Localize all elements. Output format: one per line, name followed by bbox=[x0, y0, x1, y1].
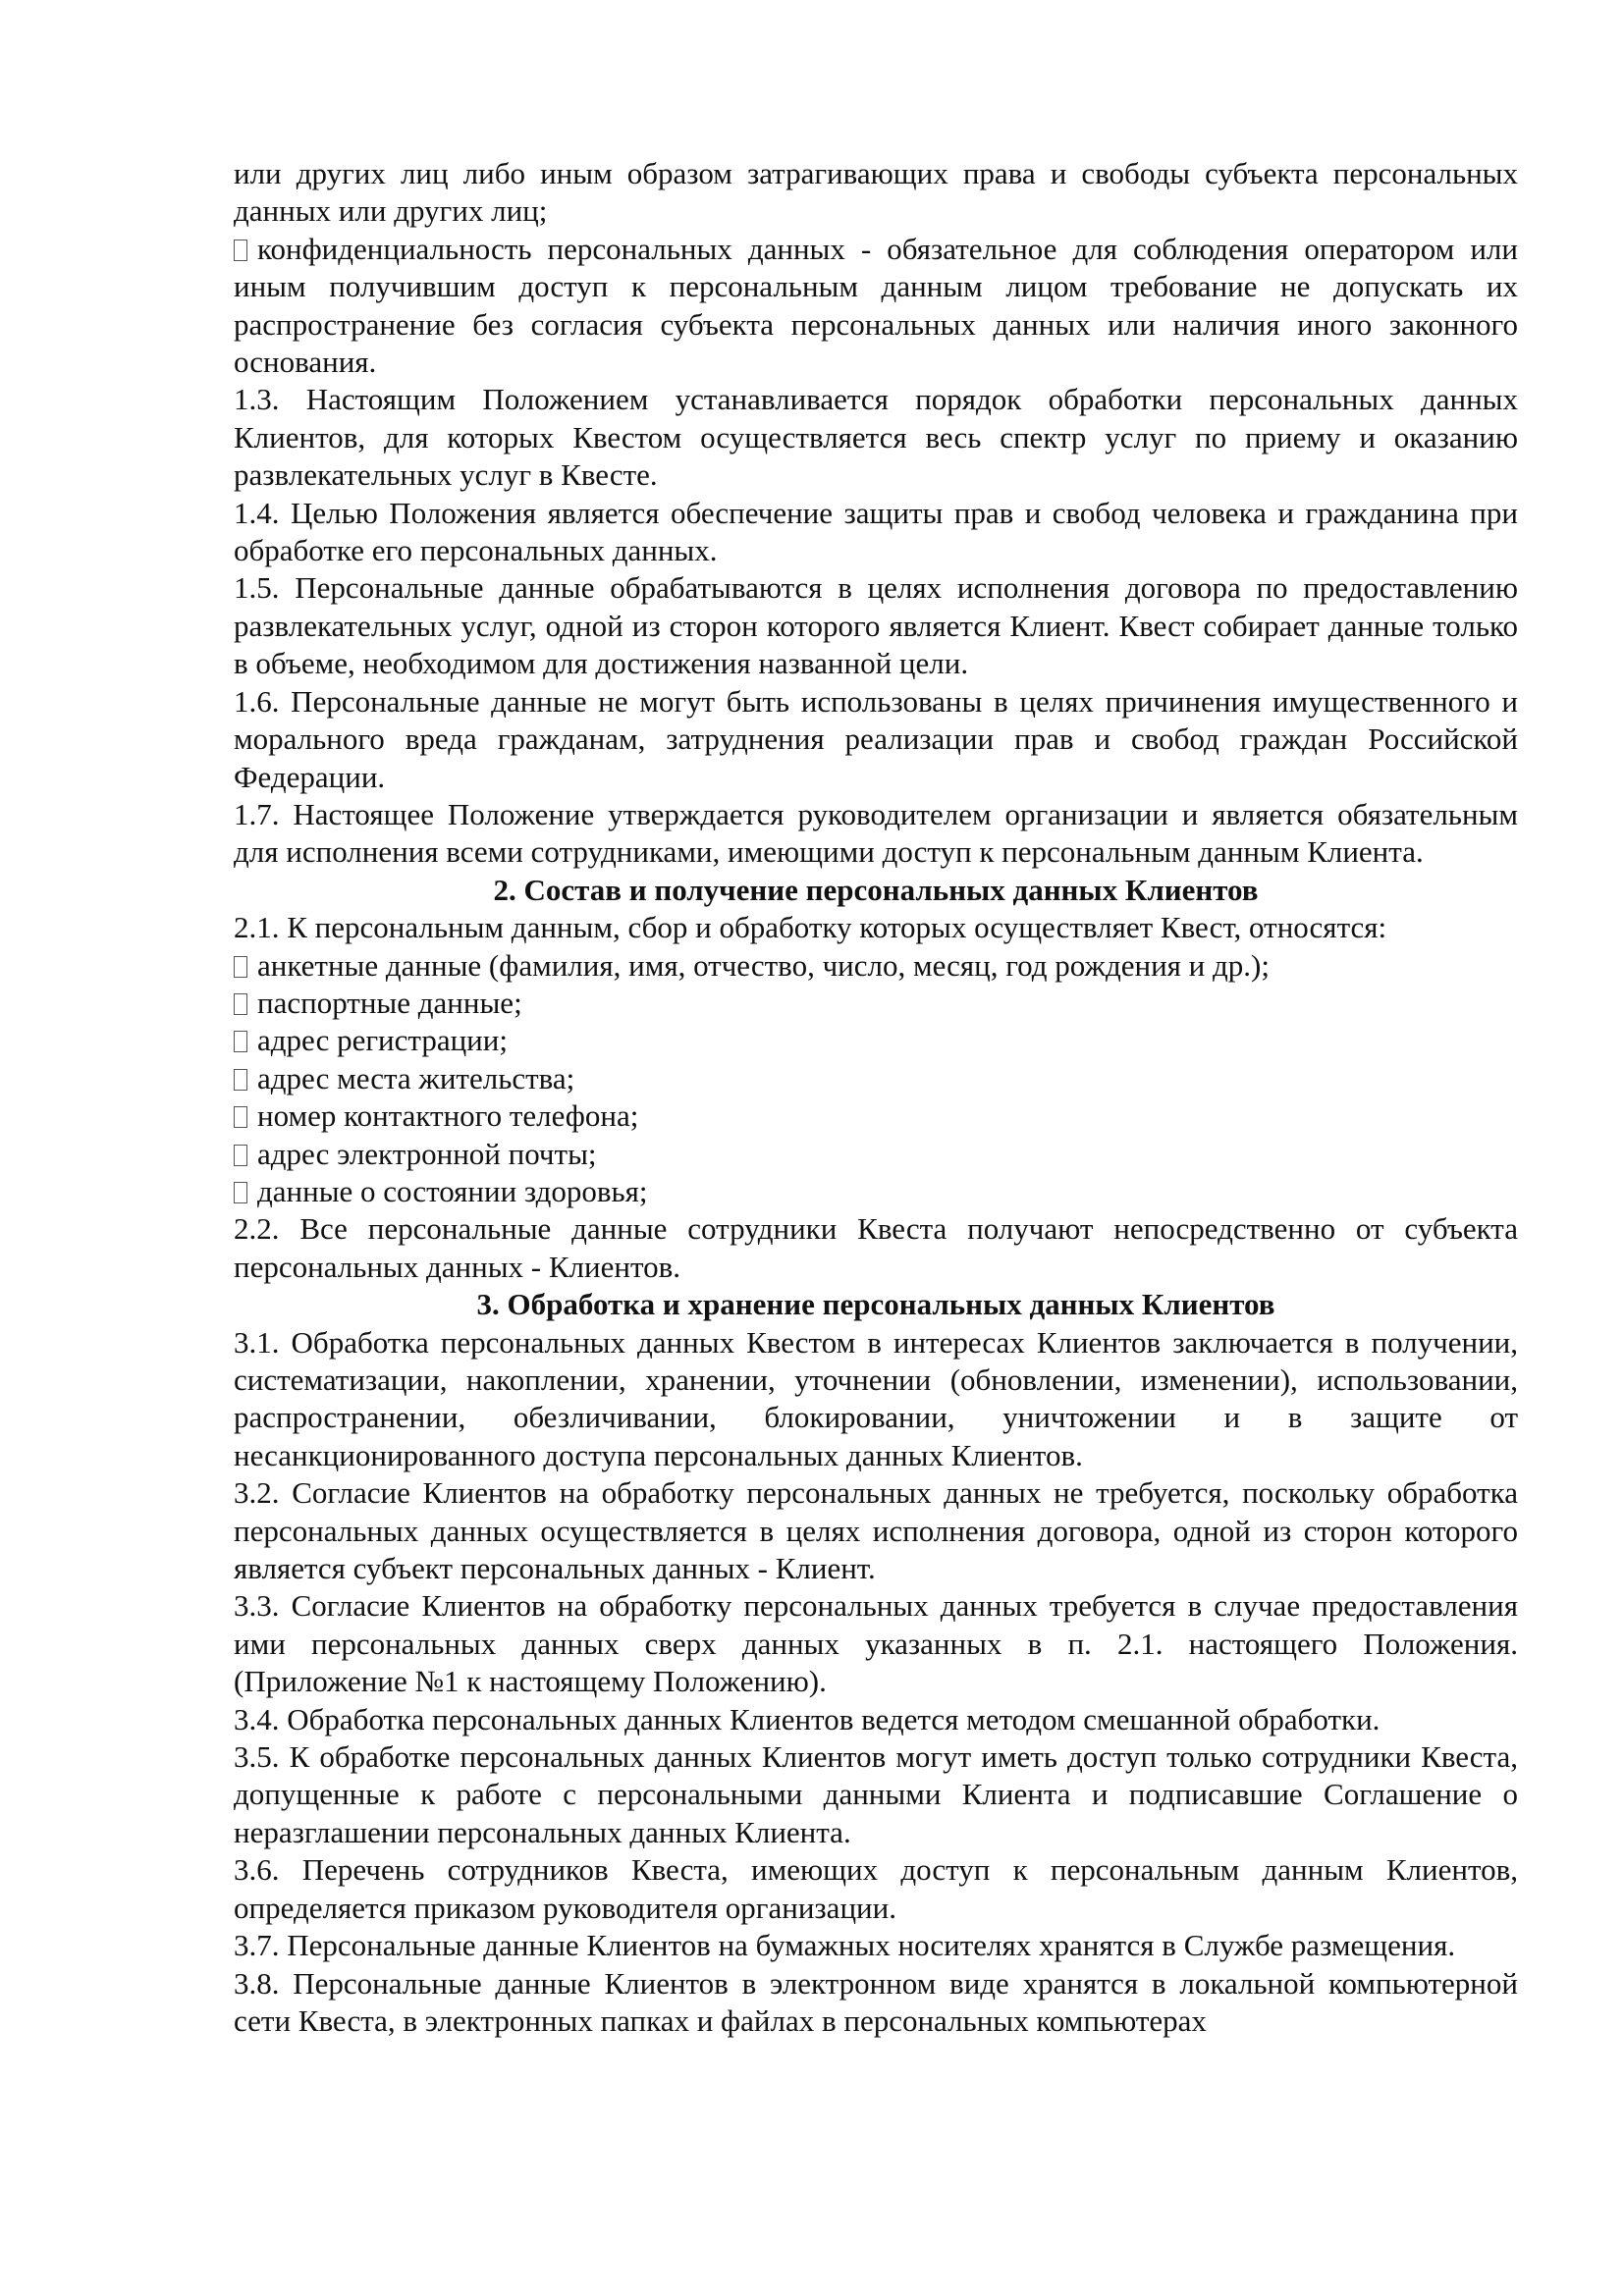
list-item bbox=[234, 1097, 1518, 1135]
paragraph: или других лиц либо иным образом затрагивающих права и свободы субъекта персональных данных или других лиц; bbox=[234, 156, 1518, 229]
paragraph: 1.3. Настоящим Положением устанавливается порядок обработки персональных данных Клиентов, для которых Квестом осуществляется весь спектр услуг по приему и оказанию развлекательных услуг в Квесте. bbox=[234, 382, 1518, 493]
bullet-box-icon bbox=[234, 1031, 247, 1052]
paragraph: 2.1. К персональным данным, сбор и обработку которых осуществляет Квест, относятся: bbox=[234, 910, 1387, 945]
list-item bbox=[234, 1022, 1518, 1059]
paragraph: 1.4. Целью Положения является обеспечение защиты прав и свобод человека и гражданина при обработке его персональных данных. bbox=[234, 495, 1518, 568]
section-heading: 2. Состав и получение персональных данных Клиентов bbox=[493, 872, 1259, 907]
list-item-text: адрес места жительства; bbox=[257, 1060, 575, 1095]
list-item-text: адрес электронной почты; bbox=[257, 1136, 597, 1171]
section-heading: 3. Обработка и хранение персональных данных Клиентов bbox=[476, 1287, 1275, 1322]
document-page bbox=[234, 155, 1518, 2040]
bullet-box-icon bbox=[234, 1145, 247, 1166]
list-item-text: данные о состоянии здоровья; bbox=[257, 1173, 648, 1208]
paragraph: 2.2. Все персональные данные сотрудники Квеста получают непосредственно от субъекта персональных данных - Клиентов. bbox=[234, 1211, 1518, 1284]
list-item bbox=[234, 1136, 1518, 1173]
paragraph: 3.4. Обработка персональных данных Клиентов ведется методом смешанной обработки. bbox=[234, 1701, 1380, 1736]
list-item bbox=[234, 947, 1518, 985]
list-item bbox=[234, 1173, 1518, 1210]
paragraph-text: конфиденциальность персональных данных - обязательное для соблюдения оператором или иным получившим доступ к персональным данным лицом требование не допускать их распространение без согласия субъекта персональных данных или наличия иного законного основания. bbox=[234, 231, 1518, 380]
paragraph: 1.5. Персональные данные обрабатываются в целях исполнения договора по предоставлению развлекательных услуг, одной из сторон которого является Клиент. Квест собирает данные только в объеме, необходимом для достижения названной цели. bbox=[234, 570, 1518, 681]
bullet-box-icon bbox=[234, 1106, 247, 1128]
paragraph: 3.7. Персональные данные Клиентов на бумажных носителях хранятся в Службе размещения. bbox=[234, 1928, 1456, 1963]
bullet-box-icon bbox=[234, 1182, 247, 1203]
bullet-box-icon bbox=[234, 1069, 247, 1091]
paragraph: 1.6. Персональные данные не могут быть использованы в целях причинения имущественного и морального вреда гражданам, затруднения реализации прав и свобод граждан Российской Федерации. bbox=[234, 683, 1518, 794]
paragraph: 3.8. Персональные данные Клиентов в электронном виде хранятся в локальной компьютерной сети Квеста, в электронных папках и файлах в персональных компьютерах bbox=[234, 1965, 1518, 2038]
bullet-box-icon bbox=[234, 993, 247, 1015]
bullet-box-icon bbox=[234, 240, 247, 261]
paragraph: 3.1. Обработка персональных данных Квестом в интересах Клиентов заключается в получении, систематизации, накоплении, хранении, уточнении (обновлении, изменении), использовании, распространении, обезличивании, блокировании, уничтожении и в защите от несанкционированного доступа персональных данных Клиентов. bbox=[234, 1324, 1518, 1472]
paragraph: 3.6. Перечень сотрудников Квеста, имеющих доступ к персональным данным Клиентов, определяется приказом руководителя организации. bbox=[234, 1852, 1518, 1925]
list-item-text: адрес регистрации; bbox=[257, 1023, 508, 1058]
list-item bbox=[234, 985, 1518, 1022]
paragraph: 3.2. Согласие Клиентов на обработку персональных данных не требуется, поскольку обработка персональных данных осуществляется в целях исполнения договора, одной из сторон которого является субъект персональных данных - Клиент. bbox=[234, 1475, 1518, 1586]
list-item bbox=[234, 1060, 1518, 1097]
bullet-box-icon bbox=[234, 956, 247, 978]
bullet-paragraph bbox=[234, 231, 1518, 382]
paragraph: 3.5. К обработке персональных данных Клиентов могут иметь доступ только сотрудники Квеста, допущенные к работе с персональными данными Клиента и подписавшие Соглашение о неразглашении персональных данных Клиента. bbox=[234, 1739, 1518, 1849]
list-item-text: анкетные данные (фамилия, имя, отчество, число, месяц, год рождения и др.); bbox=[257, 947, 1270, 983]
paragraph: 3.3. Согласие Клиентов на обработку персональных данных требуется в случае предоставления ими персональных данных сверх данных указанных в п. 2.1. настоящего Положения. (Приложение №1 к настоящему Положению). bbox=[234, 1588, 1518, 1699]
paragraph: 1.7. Настоящее Положение утверждается руководителем организации и является обязательным для исполнения всеми сотрудниками, имеющими доступ к персональным данным Клиента. bbox=[234, 796, 1518, 870]
list-item-text: паспортные данные; bbox=[257, 985, 522, 1020]
list-item-text: номер контактного телефона; bbox=[257, 1098, 639, 1134]
